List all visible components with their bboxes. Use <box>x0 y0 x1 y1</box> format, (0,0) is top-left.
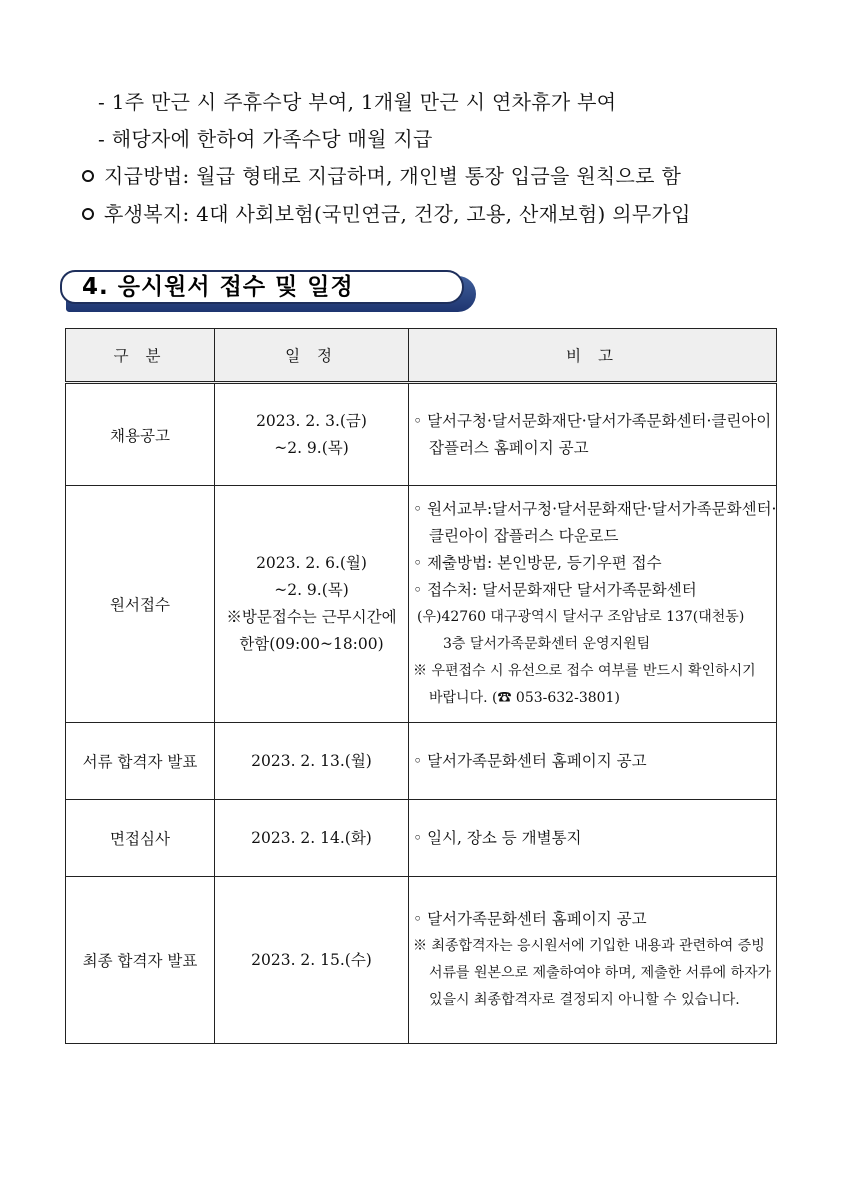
circle-bullet-icon <box>82 208 94 220</box>
header-category: 구 분 <box>66 329 215 383</box>
note-line: ◦ 달서구청·달서문화재단·달서가족문화센터·클린아이 <box>413 411 772 430</box>
note-line: ◦ 달서가족문화센터 홈페이지 공고 <box>413 751 647 770</box>
section-title: 4. 응시원서 접수 및 일정 <box>60 270 464 304</box>
row-category: 서류 합격자 발표 <box>66 723 215 800</box>
address-line: (우)42760 대구광역시 달서구 조암남로 137(대천동) <box>417 609 745 625</box>
section-heading <box>60 270 475 312</box>
note-line: ◦ 원서교부:달서구청·달서문화재단·달서가족문화센터· <box>413 500 777 518</box>
row-notes <box>409 877 777 1044</box>
row-notes <box>409 800 777 877</box>
payment-method-line <box>82 160 681 189</box>
date-line: 2023. 2. 13.(월) <box>251 751 372 770</box>
note-line: 클린아이 잡플러스 다운로드 <box>429 527 619 545</box>
header-schedule: 일 정 <box>215 329 409 383</box>
table-row <box>66 486 777 723</box>
note-line: ※ 우편접수 시 유선으로 접수 여부를 반드시 확인하시기 <box>413 663 756 679</box>
row-notes <box>409 486 777 723</box>
note-line: ※ 최종합격자는 응시원서에 기입한 내용과 관련하여 증빙 <box>413 938 765 954</box>
row-date <box>215 877 409 1044</box>
date-line: ~2. 9.(목) <box>274 581 349 599</box>
date-line: 2023. 2. 3.(금) <box>256 411 367 430</box>
date-line: 2023. 2. 6.(월) <box>256 554 367 572</box>
address-line: 3층 달서가족문화센터 운영지원팀 <box>443 636 651 652</box>
date-line: 2023. 2. 14.(화) <box>251 828 372 847</box>
benefit-line-family-allowance: - 해당자에 한하여 가족수당 매월 지급 <box>98 127 433 151</box>
row-category: 채용공고 <box>66 383 215 486</box>
header-notes: 비 고 <box>409 329 777 383</box>
payment-method-text: 지급방법: 월급 형태로 지급하며, 개인별 통장 입금을 원칙으로 함 <box>104 164 682 188</box>
row-date <box>215 383 409 486</box>
welfare-line <box>82 198 691 227</box>
note-line: 서류를 원본으로 제출하여야 하며, 제출한 서류에 하자가 <box>429 965 772 981</box>
table-row <box>66 800 777 877</box>
row-date <box>215 723 409 800</box>
welfare-text: 후생복지: 4대 사회보험(국민연금, 건강, 고용, 산재보험) 의무가입 <box>104 202 691 226</box>
note-line: ◦ 달서가족문화센터 홈페이지 공고 <box>413 910 647 928</box>
date-line: 2023. 2. 15.(수) <box>251 950 372 969</box>
circle-bullet-icon <box>82 170 94 182</box>
table-row <box>66 877 777 1044</box>
row-category: 면접심사 <box>66 800 215 877</box>
row-category: 원서접수 <box>66 486 215 723</box>
table-row <box>66 723 777 800</box>
note-line: ◦ 접수처: 달서문화재단 달서가족문화센터 <box>413 581 697 599</box>
date-note-line: 한함(09:00~18:00) <box>239 635 384 653</box>
benefit-line-weekly-allowance: - 1주 만근 시 주휴수당 부여, 1개월 만근 시 연차휴가 부여 <box>98 90 617 114</box>
note-line: ◦ 일시, 장소 등 개별통지 <box>413 828 582 847</box>
row-notes <box>409 383 777 486</box>
date-note-line: ※방문접수는 근무시간에 <box>226 608 397 626</box>
note-line: ◦ 제출방법: 본인방문, 등기우편 접수 <box>413 554 662 572</box>
note-line: 잡플러스 홈페이지 공고 <box>429 438 589 457</box>
row-category: 최종 합격자 발표 <box>66 877 215 1044</box>
table-row <box>66 383 777 486</box>
row-date <box>215 486 409 723</box>
note-line: 있을시 최종합격자로 결정되지 아니할 수 있습니다. <box>429 992 740 1008</box>
phone-line: 바랍니다. (☎ 053-632-3801) <box>429 690 620 706</box>
row-notes <box>409 723 777 800</box>
schedule-table <box>65 328 777 1044</box>
row-date <box>215 800 409 877</box>
table-header-row <box>66 329 777 383</box>
date-line: ~2. 9.(목) <box>274 438 349 457</box>
